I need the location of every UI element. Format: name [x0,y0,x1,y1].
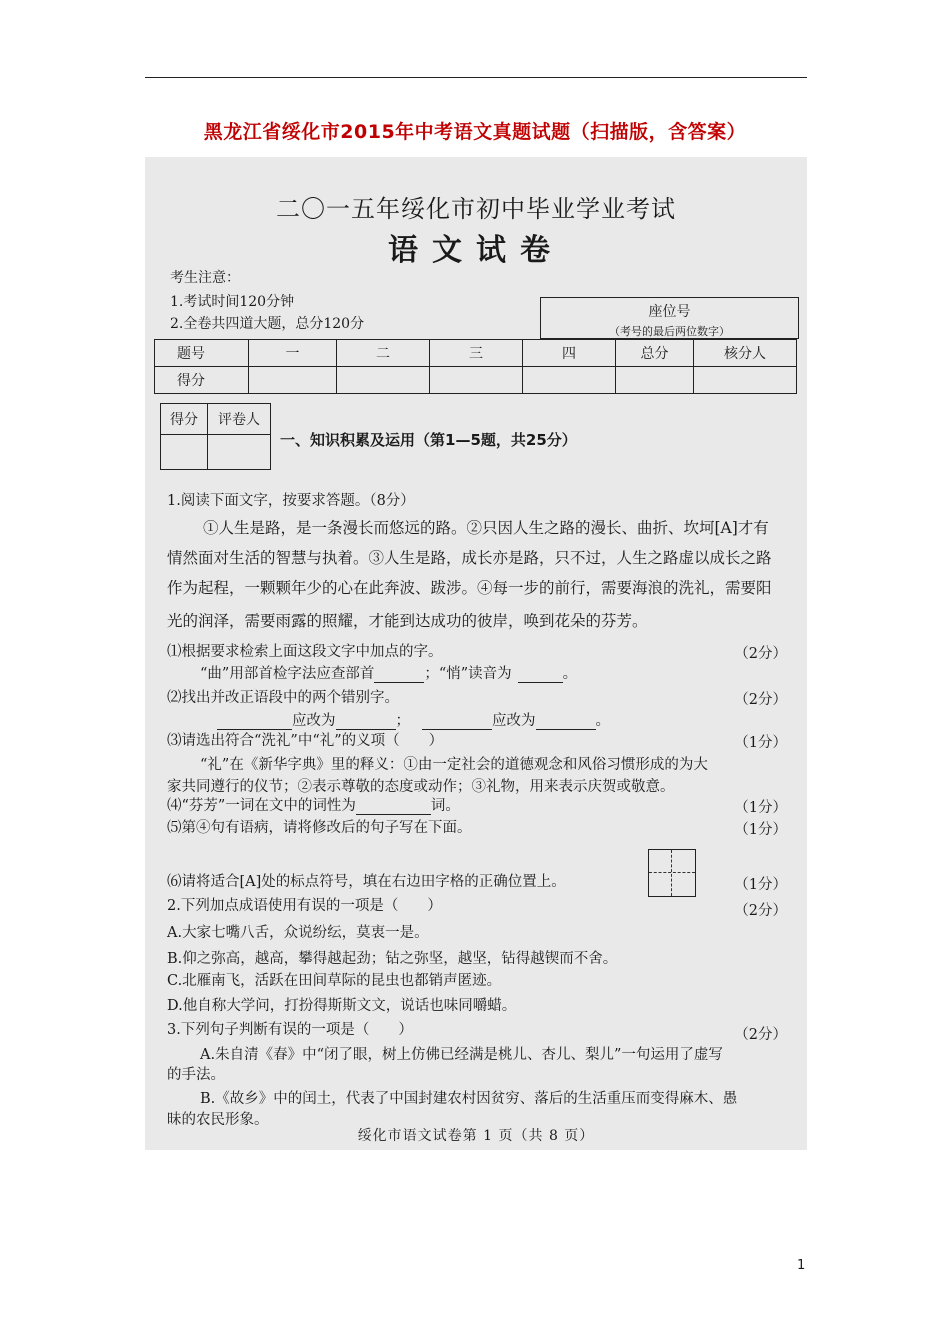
q1-sub5-points: （1分） [734,822,787,838]
subject-title: 语文试卷 [388,233,564,268]
document-title: 黑龙江省绥化市2015年中考语文真题试题（扫描版，含答案） [203,121,747,143]
grid-divider-horizontal [649,872,695,873]
grid-divider-vertical [671,850,672,896]
q1-sub2-prompt-a: 应改为 [292,713,336,729]
q1-sub2-separator: ； [395,713,410,729]
q1-sub3-definition-line: “礼”在《新华字典》里的释义：①由一定社会的道德观念和风俗习惯形成的为大 [200,757,708,773]
score-table [154,339,797,394]
tianzige-grid[interactable] [648,849,696,897]
passage-line: 光的润泽，需要雨露的照耀，才能到达成功的彼岸，唤到花朵的芬芳。 [167,612,648,630]
exam-title: 二〇一五年绥化市初中毕业学业考试 [276,195,676,223]
seat-number-hint: （考号的最后两位数字） [609,325,730,338]
seat-number-label: 座位号 [648,304,691,320]
section-heading: 一、知识积累及运用（第1—5题，共25分） [280,431,577,449]
score-table-header: 二 [337,340,430,367]
q1-sub3-definition-line: 家共同遵行的仪节；②表示尊敬的态度或动作；③礼物，用来表示庆贺或敬意。 [167,779,675,795]
q1-sub5: ⑸第④句有语病，请将修改后的句子写在下面。 [167,820,472,836]
grader-header-score: 得分 [161,404,208,435]
passage-line: 情然面对生活的智慧与执着。③人生是路，成长亦是路，只不过，人生之路虚以成长之路 [167,549,772,567]
notice-item-1: 1.考试时间120分钟 [170,294,295,310]
answer-blank[interactable] [374,668,424,683]
q3-option-b-line: B.《故乡》中的闰土，代表了中国封建农村因贫穷、落后的生活重压而变得麻木、愚 [200,1091,738,1107]
question-2-points: （2分） [734,903,787,919]
q2-option-b: B.仰之弥高，越高，攀得越起劲；钻之弥坚，越坚，钻得越锲而不舍。 [167,951,618,967]
q1-sub2-answer-line [217,709,610,730]
q1-sub1-prompt-a: “曲”用部首检字法应查部首 [200,666,375,682]
q3-option-a-line: 的手法。 [167,1067,225,1083]
score-table-header: 一 [249,340,337,367]
score-table-score-row [155,367,797,394]
scanned-exam-page [145,157,807,1150]
answer-blank[interactable] [536,715,596,730]
score-cell[interactable] [430,367,523,394]
q1-sub2: ⑵找出并改正语段中的两个错别字。 [167,690,399,706]
score-table-header: 题号 [155,340,249,367]
q2-option-c: C.北雁南飞，活跃在田间草际的昆虫也都销声匿迹。 [167,973,502,989]
q1-sub2-end: 。 [595,713,610,729]
page-number: 1 [797,1258,806,1273]
q1-sub1-end: 。 [562,666,578,682]
question-3-points: （2分） [734,1027,787,1043]
question-3-stem: 3.下列句子判断有误的一项是（ ） [167,1022,413,1038]
score-cell[interactable] [694,367,797,394]
notice-item-2: 2.全卷共四道大题，总分120分 [170,316,365,332]
score-row-label: 得分 [155,367,249,394]
q1-sub4 [167,794,460,815]
q1-sub1-prompt-b: ；“悄”读音为 [424,666,512,682]
q1-sub1-answer-line [200,662,577,683]
score-table-header: 三 [430,340,523,367]
passage-line: 作为起程，一颗颗年少的心在此奔波、跋涉。④每一步的前行，需要海浪的洗礼，需要阳 [167,579,772,597]
header-rule [145,77,807,78]
score-table-header-row [155,340,797,367]
q1-sub3-points: （1分） [734,735,787,751]
grader-header-grader: 评卷人 [208,404,271,435]
q1-sub4-prompt: ⑷“芬芳”一词在文中的词性为 [167,798,356,814]
q1-sub1-points: （2分） [734,646,787,662]
seat-number-box [540,297,799,339]
notice-heading: 考生注意： [170,270,240,286]
q2-option-d: D.他自称大学问，打扮得斯斯文文，说话也味同嚼蜡。 [167,998,517,1014]
score-table-header: 核分人 [694,340,797,367]
q3-option-a-line: A.朱自清《春》中“闭了眼，树上仿佛已经满是桃儿、杏儿、梨儿”一句运用了虚写 [200,1047,723,1063]
grader-table [160,403,271,470]
score-table-header: 四 [523,340,616,367]
score-cell[interactable] [337,367,430,394]
question-2-stem: 2.下列加点成语使用有误的一项是（ ） [167,898,442,914]
q1-sub6: ⑹请将适合[A]处的标点符号，填在右边田字格的正确位置上。 [167,874,566,890]
q1-sub1: ⑴根据要求检索上面这段文字中加点的字。 [167,644,443,660]
q1-sub6-points: （1分） [734,877,787,893]
score-table-header: 总分 [616,340,694,367]
q1-sub3: ⑶请选出符合“洗礼”中“礼”的义项（ ） [167,733,444,749]
q3-option-b-line: 昧的农民形象。 [167,1112,269,1128]
answer-blank[interactable] [518,668,563,683]
answer-blank[interactable] [422,715,492,730]
question-1-stem: 1.阅读下面文字，按要求答题。（8分） [167,493,415,509]
q1-sub4-end: 词。 [430,798,460,814]
score-cell[interactable] [523,367,616,394]
answer-blank[interactable] [336,715,396,730]
passage-line: ①人生是路，是一条漫长而悠远的路。②只因人生之路的漫长、曲折、坎坷[A]才有 [203,519,769,537]
answer-blank[interactable] [356,800,431,815]
q2-option-a: A.大家七嘴八舌，众说纷纭，莫衷一是。 [167,925,429,941]
answer-blank[interactable] [217,715,292,730]
q1-sub2-points: （2分） [734,692,787,708]
score-cell[interactable] [616,367,694,394]
scan-page-footer: 绥化市语文试卷第 1 页（共 8 页） [357,1128,595,1144]
grader-score-cell[interactable] [161,435,208,470]
score-cell[interactable] [249,367,337,394]
q1-sub2-prompt-b: 应改为 [492,713,536,729]
q1-sub4-points: （1分） [734,800,787,816]
grader-name-cell[interactable] [208,435,271,470]
